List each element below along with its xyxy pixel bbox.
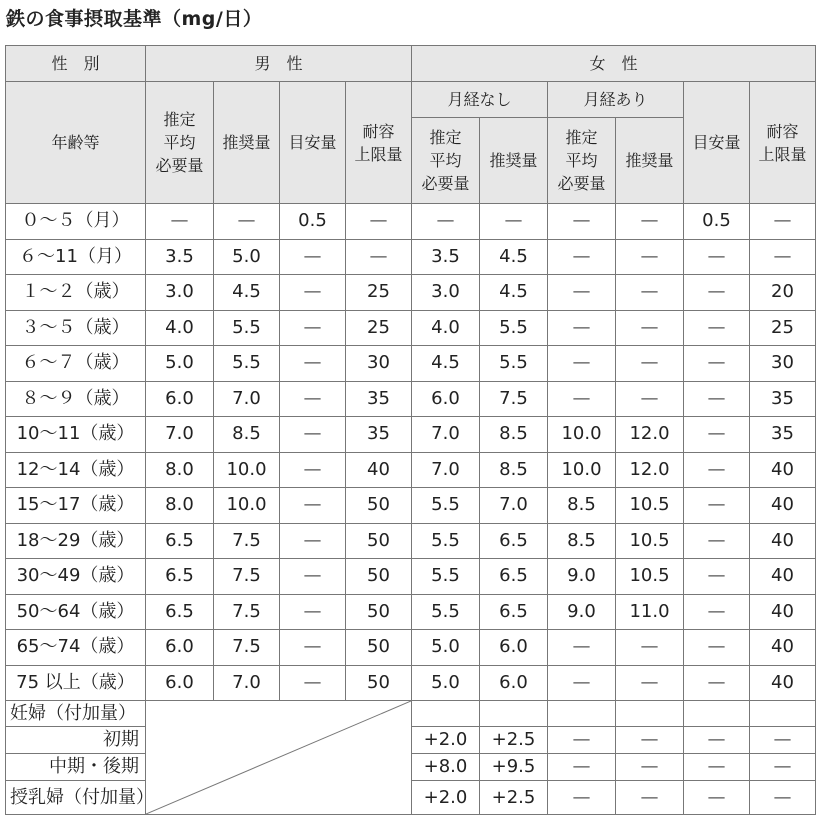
- value-cell-f-ai: —: [684, 559, 750, 595]
- age-cell: ６～11（月）: [6, 239, 146, 275]
- value-cell-m-ai: —: [280, 488, 346, 524]
- value-cell-f-ai: 0.5: [684, 204, 750, 240]
- value-cell-fm-rda: —: [616, 381, 684, 417]
- value-cell-m-ul: 50: [346, 630, 412, 666]
- age-cell: １～２（歳）: [6, 275, 146, 311]
- value-cell-f-ear: 4.5: [412, 346, 480, 382]
- value-cell-m-rda: 7.5: [214, 594, 280, 630]
- table-row: [6, 310, 816, 346]
- preg-early-rda: +2.5: [480, 727, 548, 754]
- table-row: [6, 594, 816, 630]
- value-cell-f-ul: 25: [750, 310, 816, 346]
- value-cell-m-ai: —: [280, 346, 346, 382]
- male-ear-header: 推定 平均 必要量: [146, 82, 214, 204]
- table-row: [6, 630, 816, 666]
- value-cell-f-ai: —: [684, 417, 750, 453]
- iron-intake-table: [5, 45, 816, 815]
- female-header: 女 性: [412, 46, 816, 82]
- value-cell-f-ear: 5.0: [412, 665, 480, 701]
- age-cell: 30～49（歳）: [6, 559, 146, 595]
- value-cell-f-rda: 7.5: [480, 381, 548, 417]
- value-cell-f-ai: —: [684, 452, 750, 488]
- value-cell-f-rda: 4.5: [480, 275, 548, 311]
- table-row: [6, 204, 816, 240]
- value-cell-m-ear: 6.5: [146, 594, 214, 630]
- value-cell-f-ul: —: [750, 239, 816, 275]
- age-cell: 12～14（歳）: [6, 452, 146, 488]
- female-ul-header: 耐容 上限量: [750, 82, 816, 204]
- value-cell-m-ai: —: [280, 665, 346, 701]
- value-cell-f-ear: —: [412, 204, 480, 240]
- age-header: 年齢等: [6, 82, 146, 204]
- value-cell-f-ul: 35: [750, 417, 816, 453]
- preg-late-fm-rda: —: [616, 754, 684, 781]
- value-cell-f-rda: 6.0: [480, 630, 548, 666]
- table-row: [6, 559, 816, 595]
- value-cell-m-ul: 50: [346, 665, 412, 701]
- value-cell-m-ear: 6.0: [146, 381, 214, 417]
- value-cell-m-ear: 6.0: [146, 630, 214, 666]
- value-cell-m-ear: 3.0: [146, 275, 214, 311]
- table-row: [6, 665, 816, 701]
- value-cell-m-rda: 7.5: [214, 630, 280, 666]
- value-cell-fm-ear: 8.5: [548, 523, 616, 559]
- with-menses-header: 月経あり: [548, 82, 684, 118]
- value-cell-m-ai: 0.5: [280, 204, 346, 240]
- sex-header: 性 別: [6, 46, 146, 82]
- table-row: [6, 381, 816, 417]
- value-cell-m-ul: 35: [346, 417, 412, 453]
- value-cell-m-ear: 6.0: [146, 665, 214, 701]
- lact-ai: —: [684, 781, 750, 815]
- value-cell-fm-ear: —: [548, 275, 616, 311]
- menses-rda-header: 推奨量: [616, 118, 684, 204]
- male-rda-header: 推奨量: [214, 82, 280, 204]
- value-cell-m-rda: 7.0: [214, 381, 280, 417]
- male-ul-header: 耐容 上限量: [346, 82, 412, 204]
- value-cell-fm-ear: —: [548, 381, 616, 417]
- value-cell-fm-ear: —: [548, 630, 616, 666]
- value-cell-f-ear: 5.5: [412, 594, 480, 630]
- value-cell-m-ul: 50: [346, 488, 412, 524]
- value-cell-f-ear: 5.0: [412, 630, 480, 666]
- age-cell: ８～９（歳）: [6, 381, 146, 417]
- lact-fm-ear: —: [548, 781, 616, 815]
- menses-ear-header: 推定 平均 必要量: [548, 118, 616, 204]
- value-cell-m-rda: 7.5: [214, 559, 280, 595]
- male-ai-header: 目安量: [280, 82, 346, 204]
- female-rda-header: 推奨量: [480, 118, 548, 204]
- value-cell-f-rda: 8.5: [480, 417, 548, 453]
- value-cell-m-rda: 7.0: [214, 665, 280, 701]
- no-menses-header: 月経なし: [412, 82, 548, 118]
- value-cell-f-ul: —: [750, 204, 816, 240]
- lact-rda: +2.5: [480, 781, 548, 815]
- value-cell-m-ai: —: [280, 417, 346, 453]
- value-cell-m-rda: 10.0: [214, 452, 280, 488]
- value-cell-f-ul: 40: [750, 523, 816, 559]
- value-cell-m-ear: 8.0: [146, 452, 214, 488]
- value-cell-f-ul: 40: [750, 594, 816, 630]
- value-cell-f-ai: —: [684, 630, 750, 666]
- value-cell-m-ul: 25: [346, 275, 412, 311]
- age-cell: ３～５（歳）: [6, 310, 146, 346]
- lact-fm-rda: —: [616, 781, 684, 815]
- value-cell-f-ear: 3.5: [412, 239, 480, 275]
- value-cell-f-rda: 6.5: [480, 594, 548, 630]
- value-cell-f-ul: 40: [750, 452, 816, 488]
- value-cell-m-rda: 5.5: [214, 346, 280, 382]
- value-cell-m-rda: 5.0: [214, 239, 280, 275]
- value-cell-m-ul: 50: [346, 523, 412, 559]
- value-cell-f-rda: 7.0: [480, 488, 548, 524]
- value-cell-m-ul: 50: [346, 594, 412, 630]
- value-cell-f-ul: 30: [750, 346, 816, 382]
- value-cell-m-ear: —: [146, 204, 214, 240]
- value-cell-m-rda: 4.5: [214, 275, 280, 311]
- age-cell: 18～29（歳）: [6, 523, 146, 559]
- value-cell-f-ai: —: [684, 381, 750, 417]
- value-cell-fm-rda: 10.5: [616, 488, 684, 524]
- value-cell-f-ul: 20: [750, 275, 816, 311]
- value-cell-f-ai: —: [684, 665, 750, 701]
- preg-early-ear: +2.0: [412, 727, 480, 754]
- male-header: 男 性: [146, 46, 412, 82]
- value-cell-m-ear: 5.0: [146, 346, 214, 382]
- lact-ear: +2.0: [412, 781, 480, 815]
- age-cell: ６～７（歳）: [6, 346, 146, 382]
- value-cell-m-ul: 30: [346, 346, 412, 382]
- value-cell-fm-ear: —: [548, 239, 616, 275]
- early-label: 初期: [6, 727, 146, 754]
- value-cell-f-rda: 6.5: [480, 523, 548, 559]
- table-row: [6, 346, 816, 382]
- value-cell-f-ear: 5.5: [412, 523, 480, 559]
- na-cell: [146, 701, 412, 815]
- table-row: [6, 452, 816, 488]
- value-cell-f-rda: 8.5: [480, 452, 548, 488]
- value-cell-m-ai: —: [280, 310, 346, 346]
- preg-late-ai: —: [684, 754, 750, 781]
- lact-ul: —: [750, 781, 816, 815]
- value-cell-f-ai: —: [684, 239, 750, 275]
- value-cell-m-ul: 35: [346, 381, 412, 417]
- value-cell-fm-rda: 10.5: [616, 523, 684, 559]
- value-cell-f-rda: 5.5: [480, 310, 548, 346]
- value-cell-f-rda: 4.5: [480, 239, 548, 275]
- value-cell-fm-rda: —: [616, 310, 684, 346]
- value-cell-fm-ear: —: [548, 310, 616, 346]
- value-cell-m-ai: —: [280, 630, 346, 666]
- value-cell-f-ear: 6.0: [412, 381, 480, 417]
- value-cell-fm-ear: —: [548, 204, 616, 240]
- preg-early-fm-rda: —: [616, 727, 684, 754]
- mid-late-label: 中期・後期: [6, 754, 146, 781]
- value-cell-m-ear: 6.5: [146, 523, 214, 559]
- value-cell-m-ear: 7.0: [146, 417, 214, 453]
- value-cell-f-ear: 7.0: [412, 417, 480, 453]
- age-cell: 50～64（歳）: [6, 594, 146, 630]
- value-cell-f-rda: 6.5: [480, 559, 548, 595]
- preg-late-fm-ear: —: [548, 754, 616, 781]
- preg-early-ul: —: [750, 727, 816, 754]
- value-cell-fm-rda: 10.5: [616, 559, 684, 595]
- value-cell-fm-rda: 11.0: [616, 594, 684, 630]
- value-cell-f-ul: 40: [750, 488, 816, 524]
- value-cell-f-ear: 5.5: [412, 488, 480, 524]
- value-cell-fm-rda: —: [616, 630, 684, 666]
- value-cell-m-ul: 25: [346, 310, 412, 346]
- preg-late-ear: +8.0: [412, 754, 480, 781]
- value-cell-m-ear: 4.0: [146, 310, 214, 346]
- value-cell-f-ear: 7.0: [412, 452, 480, 488]
- value-cell-m-ai: —: [280, 381, 346, 417]
- value-cell-f-ul: 35: [750, 381, 816, 417]
- value-cell-m-rda: 5.5: [214, 310, 280, 346]
- value-cell-fm-ear: 10.0: [548, 452, 616, 488]
- female-ai-header: 目安量: [684, 82, 750, 204]
- preg-late-ul: —: [750, 754, 816, 781]
- value-cell-fm-ear: 9.0: [548, 594, 616, 630]
- value-cell-f-ear: 5.5: [412, 559, 480, 595]
- value-cell-fm-rda: —: [616, 346, 684, 382]
- preg-late-rda: +9.5: [480, 754, 548, 781]
- value-cell-m-ul: 50: [346, 559, 412, 595]
- pregnant-label: 妊婦（付加量）: [6, 701, 146, 727]
- value-cell-fm-rda: —: [616, 204, 684, 240]
- table-row: [6, 239, 816, 275]
- value-cell-m-ear: 3.5: [146, 239, 214, 275]
- age-cell: 75 以上（歳）: [6, 665, 146, 701]
- value-cell-m-ai: —: [280, 559, 346, 595]
- value-cell-f-ai: —: [684, 594, 750, 630]
- value-cell-f-ai: —: [684, 310, 750, 346]
- age-cell: 10～11（歳）: [6, 417, 146, 453]
- value-cell-f-ear: 3.0: [412, 275, 480, 311]
- value-cell-m-ai: —: [280, 452, 346, 488]
- female-ear-header: 推定 平均 必要量: [412, 118, 480, 204]
- value-cell-fm-ear: —: [548, 346, 616, 382]
- diagonal-line: [146, 701, 411, 814]
- age-cell: 65～74（歳）: [6, 630, 146, 666]
- value-cell-f-ai: —: [684, 488, 750, 524]
- value-cell-f-ul: 40: [750, 559, 816, 595]
- table-row: [6, 275, 816, 311]
- value-cell-f-rda: 6.0: [480, 665, 548, 701]
- value-cell-f-ear: 4.0: [412, 310, 480, 346]
- preg-early-ai: —: [684, 727, 750, 754]
- value-cell-m-ai: —: [280, 275, 346, 311]
- lactating-label: 授乳婦（付加量）: [6, 781, 146, 815]
- value-cell-m-rda: 10.0: [214, 488, 280, 524]
- age-cell: 15～17（歳）: [6, 488, 146, 524]
- value-cell-m-ai: —: [280, 594, 346, 630]
- value-cell-f-ai: —: [684, 346, 750, 382]
- value-cell-m-ul: 40: [346, 452, 412, 488]
- value-cell-fm-rda: —: [616, 275, 684, 311]
- value-cell-fm-ear: 10.0: [548, 417, 616, 453]
- value-cell-m-ai: —: [280, 523, 346, 559]
- page-title: 鉄の食事摂取基準（mg/日）: [6, 8, 263, 30]
- table-row: [6, 523, 816, 559]
- age-cell: ０～５（月）: [6, 204, 146, 240]
- value-cell-f-ai: —: [684, 523, 750, 559]
- value-cell-fm-rda: —: [616, 239, 684, 275]
- table-row: [6, 417, 816, 453]
- table-row: [6, 488, 816, 524]
- value-cell-fm-rda: —: [616, 665, 684, 701]
- value-cell-fm-rda: 12.0: [616, 452, 684, 488]
- value-cell-f-ai: —: [684, 275, 750, 311]
- value-cell-m-rda: —: [214, 204, 280, 240]
- value-cell-m-rda: 8.5: [214, 417, 280, 453]
- value-cell-m-ear: 8.0: [146, 488, 214, 524]
- value-cell-fm-ear: 9.0: [548, 559, 616, 595]
- value-cell-m-ai: —: [280, 239, 346, 275]
- value-cell-f-ul: 40: [750, 630, 816, 666]
- value-cell-m-ul: —: [346, 204, 412, 240]
- value-cell-fm-ear: —: [548, 665, 616, 701]
- preg-early-fm-ear: —: [548, 727, 616, 754]
- value-cell-f-rda: 5.5: [480, 346, 548, 382]
- value-cell-fm-ear: 8.5: [548, 488, 616, 524]
- value-cell-f-rda: —: [480, 204, 548, 240]
- value-cell-f-ul: 40: [750, 665, 816, 701]
- value-cell-m-ear: 6.5: [146, 559, 214, 595]
- value-cell-m-ul: —: [346, 239, 412, 275]
- value-cell-m-rda: 7.5: [214, 523, 280, 559]
- value-cell-fm-rda: 12.0: [616, 417, 684, 453]
